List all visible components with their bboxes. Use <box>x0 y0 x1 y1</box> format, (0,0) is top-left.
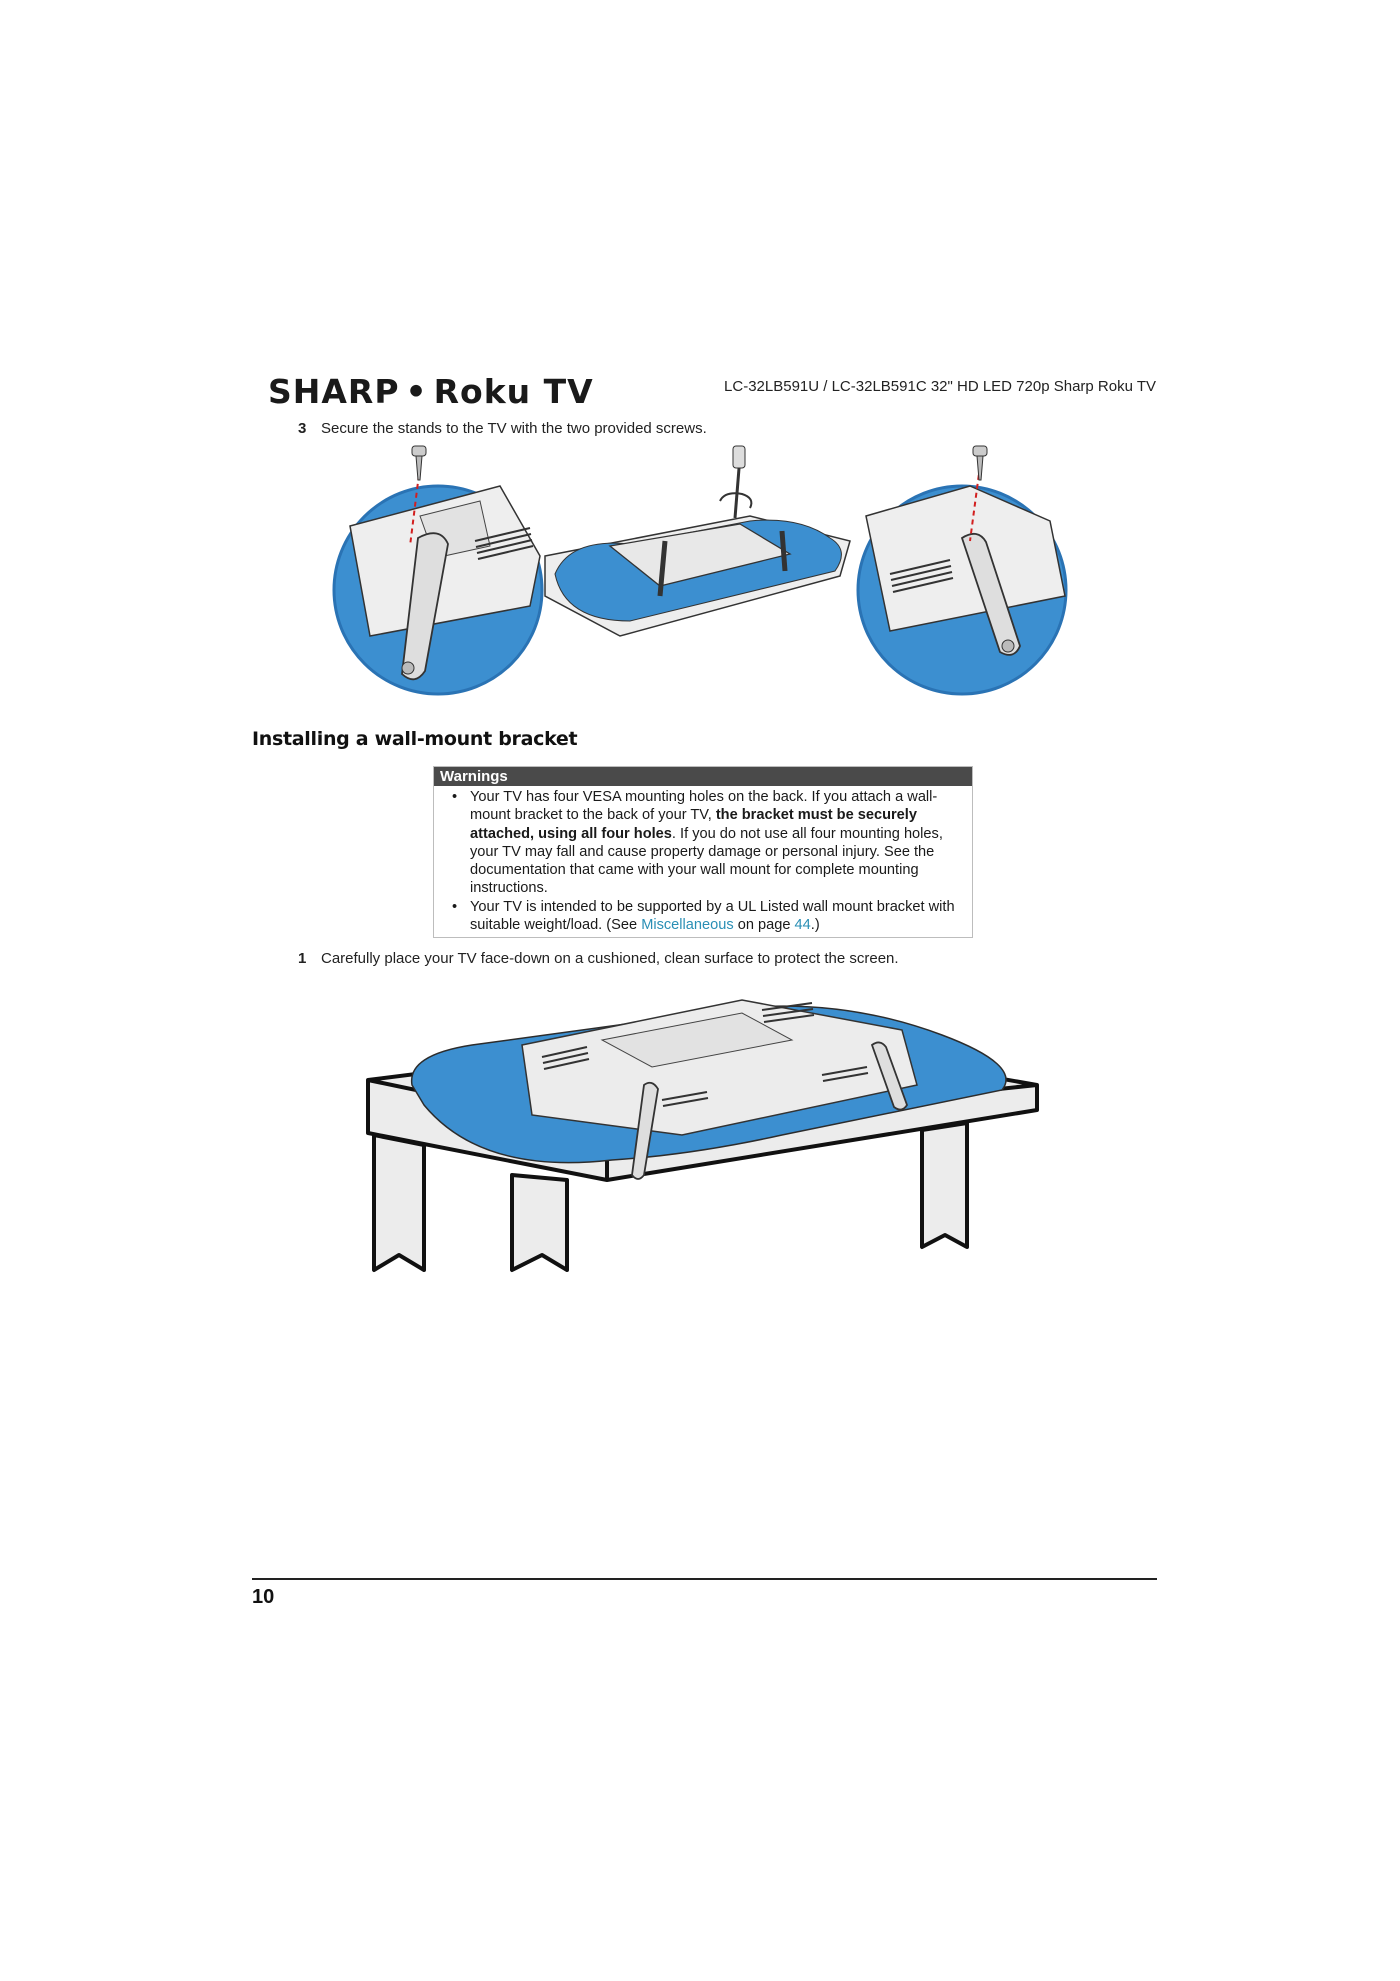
page-header-title: LC-32LB591U / LC-32LB591C 32" HD LED 720p Sharp Roku TV <box>724 378 1156 395</box>
step-3-text: Secure the stands to the TV with the two provided screws. <box>321 420 707 437</box>
tv-face-down-illustration <box>362 985 1042 1285</box>
warning-1-text-a: Your TV has four VESA mounting holes on the back. If you attach a wall-mount bracket to the back of your TV, <box>470 789 938 824</box>
warning-item-1 <box>454 788 964 898</box>
section-heading: Installing a wall-mount bracket <box>252 728 578 750</box>
warning-2-text-a: Your TV is intended to be supported by a UL Listed wall mount bracket with suitable weight/load. (See <box>470 898 955 934</box>
warning-1-bold: the bracket must be securely attached, using all four holes <box>470 807 917 842</box>
page-44-link[interactable]: 44 <box>794 917 811 934</box>
brand-sub: Roku TV <box>433 372 594 411</box>
warnings-box <box>433 766 973 938</box>
stand-screw-illustration <box>330 446 1070 706</box>
step-3-number: 3 <box>298 420 307 437</box>
right-zoom-circle <box>858 446 1066 694</box>
warnings-title: Warnings <box>434 767 972 786</box>
brand-name: SHARP <box>268 372 400 411</box>
warnings-list <box>434 786 972 934</box>
warning-item-2 <box>454 898 964 935</box>
left-zoom-circle <box>334 446 542 694</box>
step-1-text: Carefully place your TV face-down on a cushioned, clean surface to protect the screen. <box>321 950 899 967</box>
warning-2-text-c: .) <box>810 917 820 934</box>
miscellaneous-link[interactable]: Miscellaneous <box>641 917 734 934</box>
step-1-number: 1 <box>298 950 307 967</box>
brand-logo <box>268 372 594 411</box>
footer-rule <box>252 1578 1157 1580</box>
warning-1-text-b: . If you do not use all four mounting holes, your TV may fall and cause property damage or personal injury. See the documentation that came with your wall mount for complete mounting instructions. <box>470 825 943 897</box>
warning-2-text-b: on page <box>733 917 795 934</box>
center-tv-on-table <box>545 446 850 636</box>
page-number: 10 <box>252 1586 275 1608</box>
brand-dot: • <box>405 372 428 411</box>
